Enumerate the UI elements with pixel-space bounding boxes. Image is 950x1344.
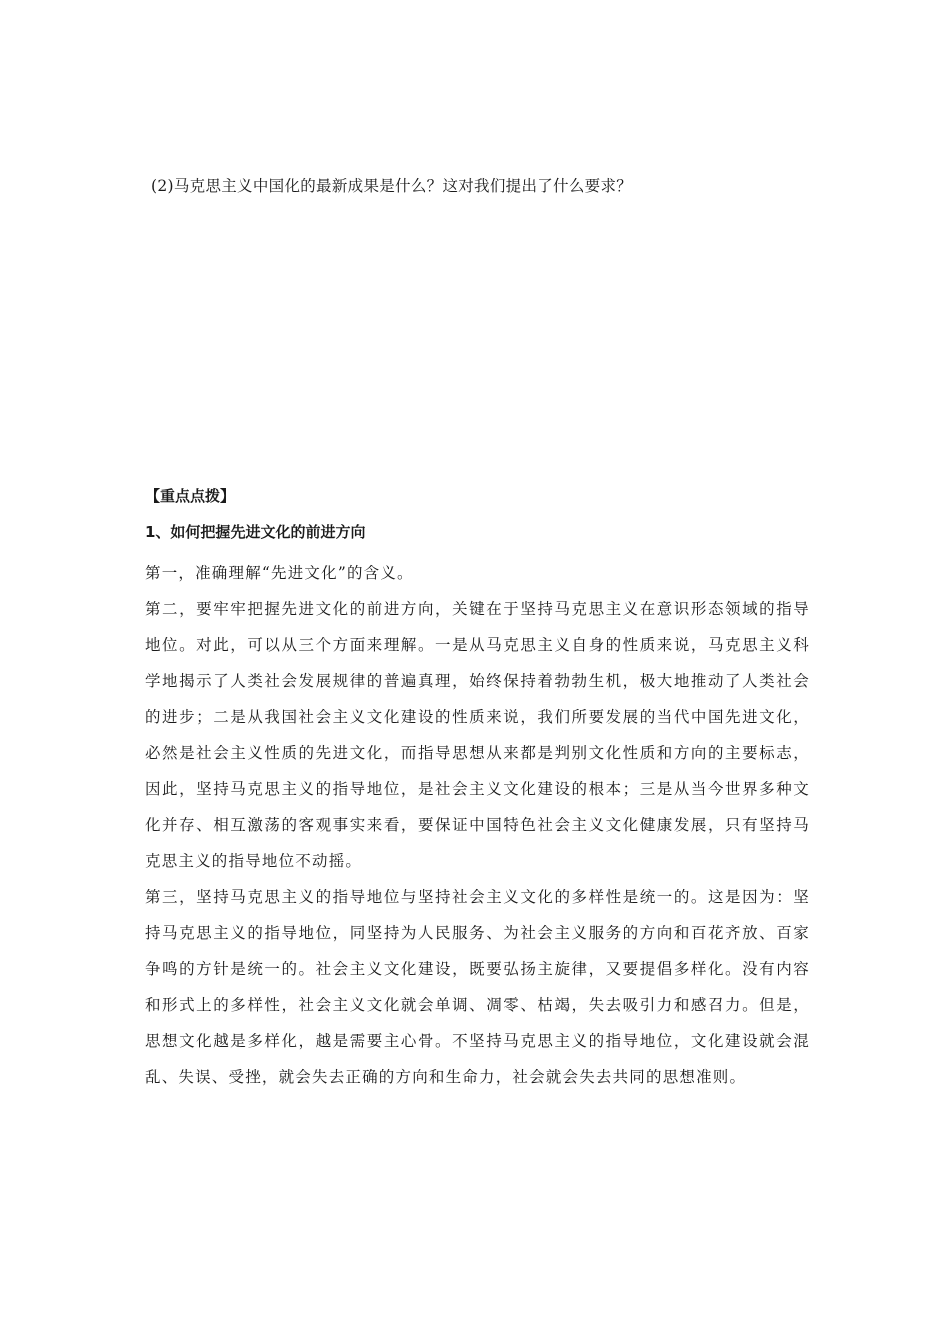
paragraph-first: 第一，准确理解“先进文化”的含义。	[145, 564, 414, 582]
subheading: 1、如何把握先进文化的前进方向	[145, 523, 366, 541]
question-text: (2)马克思主义中国化的最新成果是什么？这对我们提出了什么要求？	[151, 177, 633, 195]
paragraph-second: 第二，要牢牢把握先进文化的前进方向，关键在于坚持马克思主义在意识形态领域的指导地位。对此，可以从三个方面来理解。一是从马克思主义自身的性质来说，马克思主义科学地揭示了人类社会发展规律的普遍真理，始终保持着勃勃生机，极大地推动了人类社会的进步；二是从我国社会主义文化建设的性质来说，我们所要发展的当代中国先进文化，必然是社会主义性质的先进文化，而指导思想从来都是判别文化性质和方向的主要标志，因此，坚持马克思主义的指导地位，是社会主义文化建设的根本；三是从当今世界多种文化并存、相互激荡的客观事实来看，要保证中国特色社会主义文化健康发展，只有坚持马克思主义的指导地位不动摇。	[145, 600, 810, 870]
body-text	[145, 555, 810, 1095]
paragraph-third: 第三，坚持马克思主义的指导地位与坚持社会主义文化的多样性是统一的。这是因为：坚持马克思主义的指导地位，同坚持为人民服务、为社会主义服务的方向和百花齐放、百家争鸣的方针是统一的。社会主义文化建设，既要弘扬主旋律，又要提倡多样化。没有内容和形式上的多样性，社会主义文化就会单调、凋零、枯竭，失去吸引力和感召力。但是，思想文化越是多样化，越是需要主心骨。不坚持马克思主义的指导地位，文化建设就会混乱、失误、受挫，就会失去正确的方向和生命力，社会就会失去共同的思想准则。	[145, 888, 810, 1086]
section-heading: 【重点点拨】	[145, 487, 236, 505]
